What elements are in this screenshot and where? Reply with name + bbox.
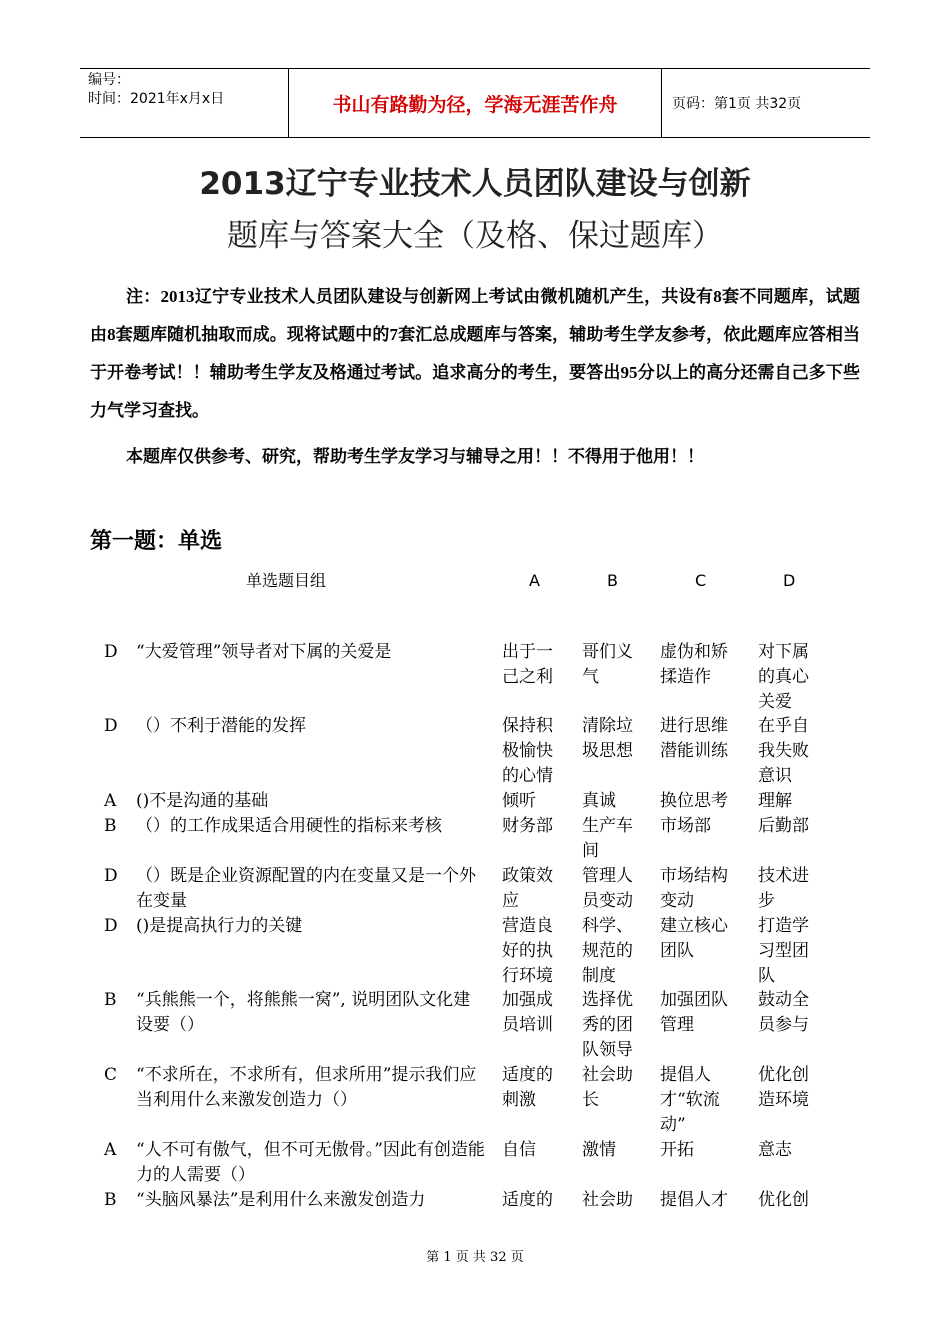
header-b: B [607, 571, 618, 590]
option-c-cell: 加强团队管理 [660, 990, 728, 1035]
header-meta [80, 69, 289, 137]
note-paragraph: 注：2013辽宁专业技术人员团队建设与创新网上考试由微机随机产生，共设有8套不同题库，试题由8套题库随机抽取而成。现将试题中的7套汇总成题库与答案，辅助考生学友参考，依此题库应答相当于开卷考试！！辅助考生学友及格通过考试。追求高分的考生，要答出95分以上的高分还需自己多下些力气学习查找。 [90, 287, 860, 420]
option-c-cell: 换位思考 [660, 791, 728, 811]
time-label: 时间：2021年x月x日 [88, 91, 225, 107]
option-b-cell: 生产车间 [582, 816, 633, 861]
question-cell: （）既是企业资源配置的内在变量又是一个外在变量 [136, 866, 476, 911]
option-d-cell: 鼓动全员参与 [758, 990, 809, 1035]
option-a-cell: 营造良好的执行环境 [502, 916, 553, 986]
option-d-cell: 优化创 [758, 1190, 809, 1210]
option-d-cell: 打造学习型团队 [758, 916, 809, 986]
option-a-cell: 自信 [502, 1140, 536, 1160]
header-page-code: 页码：第1页 共32页 [672, 96, 802, 112]
header-a: A [529, 571, 540, 590]
title-line-2: 题库与答案大全（及格、保过题库） [227, 218, 723, 254]
option-b-cell: 真诚 [582, 791, 616, 811]
option-b-cell: 选择优秀的团队领导 [582, 990, 633, 1060]
answer-cell: A [104, 791, 117, 811]
header-d: D [783, 571, 796, 590]
title-text-1: 2013辽宁专业技术人员团队建设与创新 [199, 166, 751, 202]
header-c: C [695, 571, 707, 590]
answer-cell: D [104, 866, 118, 886]
option-a-cell: 适度的 [502, 1190, 553, 1210]
header-motto: 书山有路勤为径，学海无涯苦作舟 [289, 69, 662, 137]
number-label: 编号： [88, 72, 130, 88]
question-cell: ()是提高执行力的关键 [136, 916, 303, 936]
option-b-cell: 清除垃圾思想 [582, 716, 633, 761]
option-d-cell: 在乎自我失败意识 [758, 716, 809, 786]
option-d-cell: 优化创造环境 [758, 1065, 809, 1110]
option-a-cell: 倾听 [502, 791, 536, 811]
option-d-cell: 对下属的真心关爱 [758, 642, 809, 712]
answer-cell: D [104, 916, 118, 936]
option-c-cell: 市场结构变动 [660, 866, 728, 911]
question-cell: “人不可有傲气，但不可无傲骨。”因此有创造能力的人需要（） [136, 1140, 485, 1185]
table-row [90, 1188, 870, 1213]
option-a-cell: 政策效应 [502, 866, 553, 911]
option-c-cell: 建立核心团队 [660, 916, 728, 961]
option-b-cell: 哥们义气 [582, 642, 633, 687]
question-cell: ()不是沟通的基础 [136, 791, 269, 811]
question-cell: “大爱管理”领导者对下属的关爱是 [136, 642, 392, 662]
option-c-cell: 提倡人才“软流动” [660, 1065, 720, 1135]
option-a-cell: 加强成员培训 [502, 990, 553, 1035]
option-b-cell: 社会助长 [582, 1065, 633, 1110]
option-b-cell: 管理人员变动 [582, 866, 633, 911]
option-b-cell: 社会助 [582, 1190, 633, 1210]
answer-cell: C [104, 1065, 118, 1085]
option-d-cell: 意志 [758, 1140, 792, 1160]
answer-cell: A [104, 1140, 117, 1160]
option-c-cell: 开拓 [660, 1140, 694, 1160]
answer-cell: B [104, 990, 117, 1010]
option-c-cell: 进行思维潜能训练 [660, 716, 728, 761]
answer-cell: D [104, 642, 118, 662]
answer-cell: B [104, 816, 117, 836]
answer-cell: B [104, 1190, 117, 1210]
option-a-cell: 出于一己之利 [502, 642, 553, 687]
disclaimer-paragraph: 本题库仅供参考、研究，帮助考生学友学习与辅导之用！！不得用于他用！！ [126, 447, 704, 466]
question-cell: （）不利于潜能的发挥 [136, 716, 306, 736]
header-question: 单选题目组 [246, 571, 327, 590]
option-c-cell: 市场部 [660, 816, 711, 836]
table-header [90, 566, 870, 596]
option-c-cell: 提倡人才 [660, 1190, 728, 1210]
option-d-cell: 后勤部 [758, 816, 809, 836]
question-cell: “不求所在，不求所有，但求所用”提示我们应当利用什么来激发创造力（） [136, 1065, 477, 1110]
question-cell: “头脑风暴法”是利用什么来激发创造力 [136, 1190, 426, 1210]
question-table [90, 566, 870, 1210]
option-a-cell: 财务部 [502, 816, 553, 836]
option-a-cell: 保持积极愉快的心情 [502, 716, 553, 786]
option-d-cell: 技术进步 [758, 866, 809, 911]
answer-cell: D [104, 716, 118, 736]
header-box [80, 68, 870, 138]
option-a-cell: 适度的刺激 [502, 1065, 553, 1110]
page-footer: 第 1 页 共 32 页 [426, 1250, 524, 1265]
option-b-cell: 激情 [582, 1140, 616, 1160]
question-cell: “兵熊熊一个，将熊熊一窝”, 说明团队文化建设要（） [136, 990, 471, 1035]
title-line-1 [0, 160, 950, 208]
option-b-cell: 科学、规范的制度 [582, 916, 633, 986]
option-d-cell: 理解 [758, 791, 792, 811]
question-cell: （）的工作成果适合用硬性的指标来考核 [136, 816, 442, 836]
option-c-cell: 虚伪和矫揉造作 [660, 642, 728, 687]
section-title: 第一题：单选 [90, 529, 223, 554]
